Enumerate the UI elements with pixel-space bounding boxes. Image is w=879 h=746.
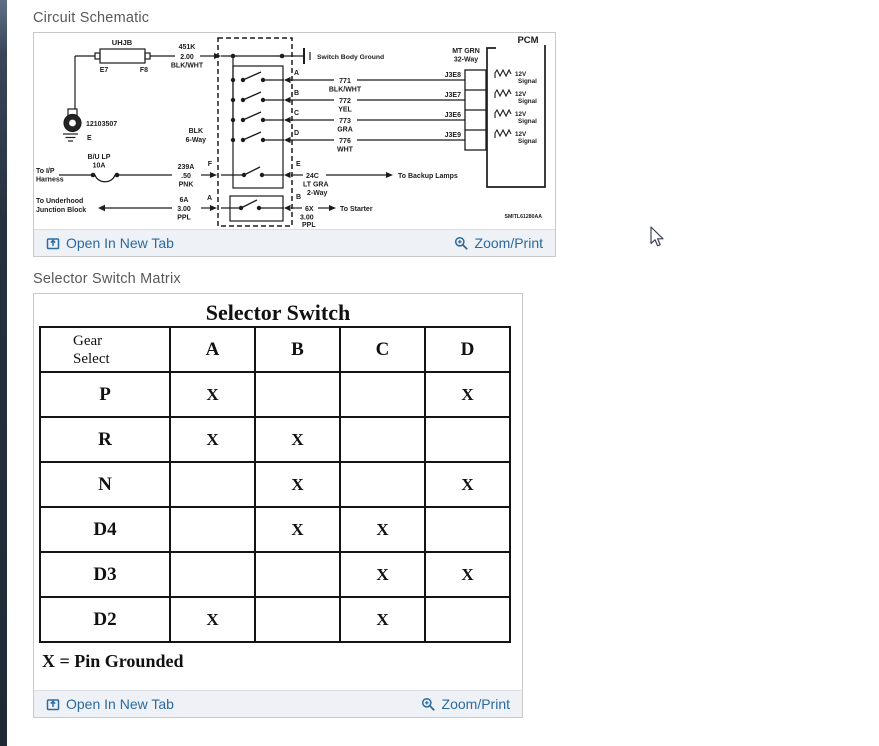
header-gear-line2: Select bbox=[73, 350, 110, 367]
matrix-title: Selector Switch bbox=[205, 300, 351, 325]
left-sidebar-edge bbox=[0, 0, 7, 746]
gear-label: D2 bbox=[40, 597, 170, 642]
terminal-j3e9: J3E9 bbox=[444, 132, 461, 139]
zoom-print-label: Zoom/Print bbox=[474, 235, 543, 251]
to-starter-label: To Starter bbox=[340, 206, 373, 213]
signal-12v-a: 12V bbox=[515, 71, 527, 78]
table-row bbox=[40, 417, 510, 462]
w6a-gauge: 3.00 bbox=[177, 206, 191, 213]
w6a-number: 6A bbox=[179, 197, 189, 204]
to-ip-label-2: Harness bbox=[36, 176, 64, 184]
table-row bbox=[40, 552, 510, 597]
open-in-new-tab-icon bbox=[46, 697, 60, 711]
w6x-number: 6X bbox=[305, 206, 314, 213]
matrix-cell bbox=[425, 507, 510, 552]
circuit-schematic-image bbox=[34, 33, 555, 229]
fuse-rating-label: 10A bbox=[92, 162, 106, 170]
switch-ways-label: 6-Way bbox=[185, 137, 206, 144]
matrix-cell: X bbox=[170, 597, 255, 642]
to-ip-label-1: To I/P bbox=[36, 168, 55, 175]
table-row bbox=[40, 372, 510, 417]
wire-b-color: YEL bbox=[338, 106, 352, 114]
matrix-cell: X bbox=[255, 462, 340, 507]
terminal-j3e6: J3E6 bbox=[444, 112, 461, 119]
pin-f-label: F bbox=[207, 161, 212, 168]
matrix-cell: X bbox=[340, 507, 425, 552]
pin-b-label: B bbox=[294, 90, 300, 97]
zoom-print-label: Zoom/Print bbox=[441, 696, 510, 712]
matrix-cell bbox=[425, 597, 510, 642]
matrix-cell bbox=[340, 417, 425, 462]
w239-number: 239A bbox=[177, 164, 195, 171]
matrix-cell bbox=[170, 507, 255, 552]
terminal-j3e8: J3E8 bbox=[444, 72, 461, 79]
w6x-gauge: 3.00 bbox=[300, 214, 314, 222]
header-pin-a: A bbox=[170, 327, 255, 372]
signal-12v-b: 12V bbox=[515, 91, 527, 98]
mouse-cursor bbox=[650, 226, 668, 250]
signal-label-b: Signal bbox=[518, 98, 537, 105]
matrix-cell bbox=[340, 462, 425, 507]
fuse-name-label: B/U LP bbox=[87, 154, 111, 161]
signal-label-d: Signal bbox=[518, 138, 537, 145]
terminal-j3e7: J3E7 bbox=[444, 92, 461, 99]
pin-a2-label: A bbox=[206, 195, 212, 202]
schematic-zoom-print-link[interactable] bbox=[454, 235, 543, 251]
header-pin-c: C bbox=[340, 327, 425, 372]
w239-gauge: .50 bbox=[181, 173, 191, 180]
w6a-color: PPL bbox=[177, 214, 191, 222]
pin-d-label: D bbox=[294, 130, 300, 137]
signal-12v-d: 12V bbox=[515, 131, 527, 138]
matrix-cell bbox=[255, 372, 340, 417]
pin-c-label: C bbox=[294, 110, 300, 117]
matrix-cell bbox=[255, 597, 340, 642]
switch-body-ground-label: Switch Body Ground bbox=[317, 54, 385, 61]
header-pin-b: B bbox=[255, 327, 340, 372]
signal-label-a: Signal bbox=[518, 78, 537, 85]
feed-color-label: BLK/WHT bbox=[170, 62, 204, 70]
table-header-row bbox=[40, 327, 510, 372]
matrix-cell: X bbox=[425, 552, 510, 597]
gear-label: D4 bbox=[40, 507, 170, 552]
w24c-color: LT GRA bbox=[303, 181, 329, 189]
switch-color-label: BLK bbox=[188, 128, 203, 135]
matrix-cell bbox=[170, 462, 255, 507]
signal-label-c: Signal bbox=[518, 118, 537, 125]
header-gear-select bbox=[40, 327, 170, 372]
wire-d-number: 776 bbox=[339, 138, 351, 145]
circuit-schematic-panel bbox=[33, 32, 556, 257]
gear-label: R bbox=[40, 417, 170, 462]
matrix-cell bbox=[340, 372, 425, 417]
to-backup-lamps-label: To Backup Lamps bbox=[398, 173, 458, 180]
w24c-ways: 2-Way bbox=[307, 190, 328, 197]
gear-label: N bbox=[40, 462, 170, 507]
w6x-color: PPL bbox=[302, 222, 316, 229]
wire-c-number: 773 bbox=[339, 118, 351, 125]
wire-a-number: 771 bbox=[339, 78, 351, 85]
selector-switch-table bbox=[39, 326, 511, 643]
connector-ways-label: 32-Way bbox=[453, 56, 479, 64]
gear-label: D3 bbox=[40, 552, 170, 597]
w24c-number: 24C bbox=[306, 173, 319, 180]
section-label-selector-switch-matrix: Selector Switch Matrix bbox=[33, 271, 181, 287]
matrix-cell: X bbox=[170, 372, 255, 417]
uhjb-label: UHJB bbox=[111, 38, 133, 47]
schematic-footer-bar bbox=[34, 229, 555, 256]
wire-a-color: BLK/WHT bbox=[328, 86, 362, 94]
gear-label: P bbox=[40, 372, 170, 417]
wire-d-color: WHT bbox=[337, 146, 353, 154]
pin-e2-label: E bbox=[296, 161, 301, 168]
signal-12v-c: 12V bbox=[515, 111, 527, 118]
table-row bbox=[40, 597, 510, 642]
connector-color-label: MT GRN bbox=[452, 48, 480, 55]
matrix-cell bbox=[425, 417, 510, 462]
open-in-new-tab-label: Open In New Tab bbox=[66, 235, 174, 251]
pin-b2-label: B bbox=[296, 194, 302, 201]
circuit-schematic-svg bbox=[34, 33, 555, 229]
matrix-cell: X bbox=[340, 597, 425, 642]
matrix-cell: X bbox=[255, 507, 340, 552]
matrix-legend: X = Pin Grounded bbox=[42, 651, 184, 671]
schematic-open-in-new-tab-link[interactable] bbox=[46, 235, 174, 251]
ground-pin-label: E bbox=[87, 135, 92, 142]
feed-gauge-label: 2.00 bbox=[180, 54, 194, 61]
pcm-label: PCM bbox=[517, 35, 539, 46]
matrix-cell: X bbox=[425, 462, 510, 507]
wire-c-color: GRA bbox=[337, 126, 353, 134]
underhood-label-2: Junction Block bbox=[36, 207, 87, 214]
matrix-open-in-new-tab-link[interactable] bbox=[46, 696, 174, 712]
header-pin-d: D bbox=[425, 327, 510, 372]
selector-switch-matrix-panel bbox=[33, 293, 523, 718]
matrix-cell bbox=[170, 552, 255, 597]
ground-id-label: 12103507 bbox=[86, 121, 118, 128]
open-in-new-tab-icon bbox=[46, 236, 60, 250]
matrix-cell: X bbox=[170, 417, 255, 462]
matrix-cell: X bbox=[425, 372, 510, 417]
matrix-footer-bar bbox=[34, 690, 522, 717]
underhood-label-1: To Underhood bbox=[36, 198, 84, 205]
schematic-id-code: SMITL61280AA bbox=[504, 214, 542, 220]
matrix-zoom-print-link[interactable] bbox=[421, 696, 510, 712]
section-label-circuit-schematic: Circuit Schematic bbox=[33, 10, 150, 26]
pin-f8-label: F8 bbox=[139, 67, 149, 74]
open-in-new-tab-label: Open In New Tab bbox=[66, 696, 174, 712]
matrix-cell: X bbox=[340, 552, 425, 597]
header-gear-line1: Gear bbox=[73, 332, 103, 349]
pin-a-label: A bbox=[294, 70, 300, 77]
zoom-print-icon bbox=[421, 697, 436, 712]
feed-value-label: 451K bbox=[178, 44, 196, 51]
table-row bbox=[40, 462, 510, 507]
wire-b-number: 772 bbox=[339, 98, 351, 105]
matrix-cell bbox=[255, 552, 340, 597]
zoom-print-icon bbox=[454, 236, 469, 251]
pin-e7-label: E7 bbox=[99, 67, 109, 74]
matrix-cell: X bbox=[255, 417, 340, 462]
w239-color: PNK bbox=[178, 181, 194, 189]
table-row bbox=[40, 507, 510, 552]
